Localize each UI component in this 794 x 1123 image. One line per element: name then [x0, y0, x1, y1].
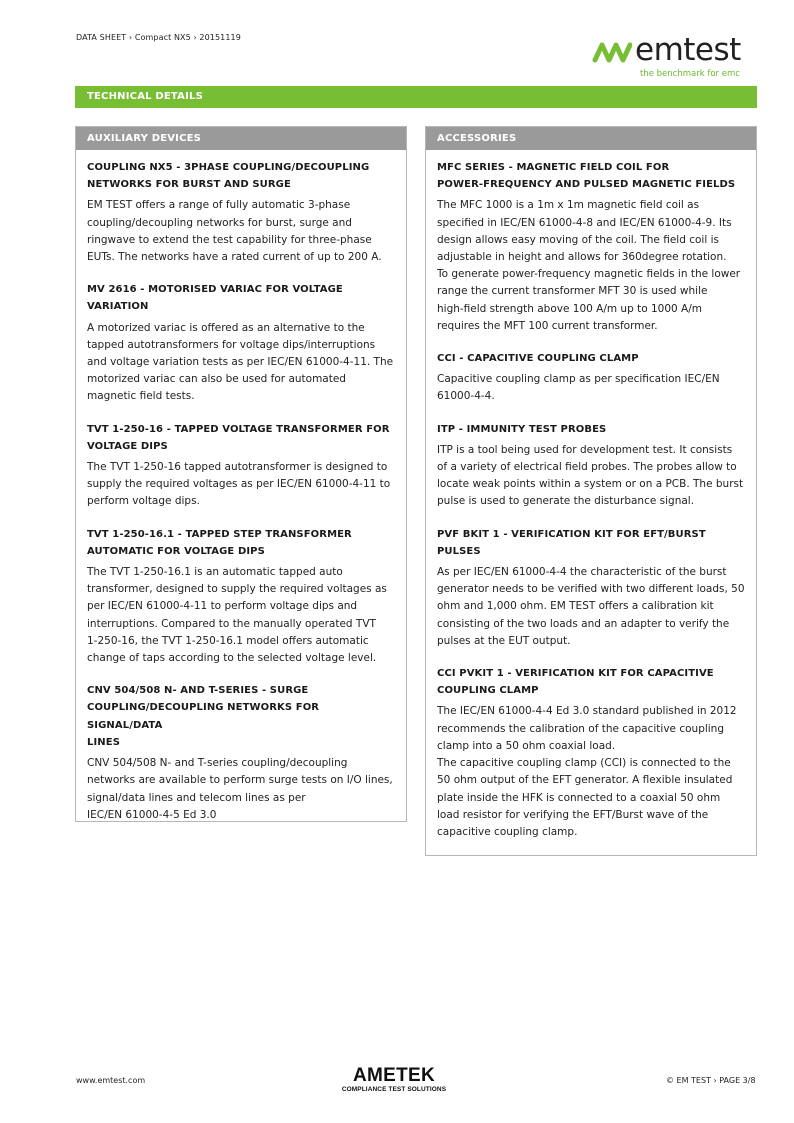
breadcrumb: DATA SHEET › Compact NX5 › 20151119	[76, 33, 241, 42]
emtest-wave-icon	[592, 40, 632, 64]
item-text: The MFC 1000 is a 1m x 1m magnetic field coil as specified in IEC/EN 61000-4-8 and IEC/EN 61000-4-9. Its design allows easy moving of the coil. The field coil is adjustable in height and allows for 360degree rotation. To generate power-frequency magnetic fields in the lower range the current transformer MFT 30 is used while high-field strength above 100 A/m up to 1000 A/m requires the MFT 100 current transformer.	[437, 199, 741, 332]
list-item	[437, 665, 745, 841]
item-text: The IEC/EN 61000-4-4 Ed 3.0 standard published in 2012 recommends the calibration of the capacitive coupling clamp into a 50 ohm coaxial load. The capacitive coupling clamp (CCI) is connected to the 50 ohm output of the EFT generator. A flexible insulated plate inside the HFK is connected to a coaxial 50 ohm load resistor for verifying the EFT/Burst wave of the capacitive coupling clamp.	[437, 705, 737, 838]
section-title: TECHNICAL DETAILS	[75, 86, 757, 108]
ametek-logo-subtitle: COMPLIANCE TEST SOLUTIONS	[341, 1086, 447, 1093]
logo-tagline: the benchmark for emc	[640, 69, 740, 79]
list-item	[87, 159, 395, 266]
list-item	[437, 421, 745, 511]
list-item	[437, 159, 745, 335]
item-text: EM TEST offers a range of fully automatic 3-phase coupling/decoupling networks for burst, surge and ringwave to extend the test capability for three-phase EUTs. The networks have a rated current of up to 200 A.	[87, 199, 382, 264]
item-title: TVT 1-250-16 - TAPPED VOLTAGE TRANSFORMER FOR VOLTAGE DIPS	[87, 423, 390, 452]
item-title: MV 2616 - MOTORISED VARIAC FOR VOLTAGE VARIATION	[87, 284, 343, 313]
list-item	[437, 350, 745, 406]
item-text: ITP is a tool being used for development test. It consists of a variety of electrical field probes. The probes allow to locate weak points within a system or on a PCB. The burst pulse is used to generate the disturbance signal.	[437, 443, 744, 508]
item-title: TVT 1-250-16.1 - TAPPED STEP TRANSFORMER AUTOMATIC FOR VOLTAGE DIPS	[87, 528, 352, 557]
ametek-logo-word: AMETEK	[352, 1065, 436, 1086]
item-text: The TVT 1-250-16.1 is an automatic tapped auto transformer, designed to supply the required voltages as per IEC/EN 61000-4-11 to perform voltage dips and interruptions. Compared to the manually operated TVT 1-250-16, the TVT 1-250-16.1 model offers automatic change of taps according to the selected voltage level.	[87, 566, 387, 665]
accessories-panel	[425, 126, 757, 856]
item-text: Capacitive coupling clamp as per specification IEC/EN 61000-4-4.	[437, 373, 720, 403]
logo-word: emtest	[635, 32, 741, 68]
ametek-logo	[332, 1066, 456, 1096]
list-item	[87, 421, 395, 511]
item-title: PVF BKIT 1 - VERIFICATION KIT FOR EFT/BURST PULSES	[437, 528, 706, 557]
item-title: MFC SERIES - MAGNETIC FIELD COIL FOR POWER-FREQUENCY AND PULSED MAGNETIC FIELDS	[437, 162, 736, 191]
list-item	[87, 682, 395, 824]
item-text: A motorized variac is offered as an alternative to the tapped autotransformers for voltage dips/interruptions and voltage variation tests as per IEC/EN 61000-4-11. The motorized variac can also be used for automated magnetic field tests.	[87, 321, 394, 403]
item-title: CCI PVKIT 1 - VERIFICATION KIT FOR CAPACITIVE COUPLING CLAMP	[437, 668, 714, 697]
list-item	[437, 526, 745, 650]
auxiliary-devices-panel	[75, 126, 407, 822]
list-item	[87, 281, 395, 405]
item-title: CCI - CAPACITIVE COUPLING CLAMP	[437, 353, 639, 365]
panel-title: AUXILIARY DEVICES	[76, 127, 406, 150]
footer-website-link[interactable]: www.emtest.com	[76, 1076, 146, 1085]
item-title: ITP - IMMUNITY TEST PROBES	[437, 423, 607, 435]
emtest-logo	[592, 32, 760, 82]
panel-title: ACCESSORIES	[426, 127, 756, 150]
item-title: COUPLING NX5 - 3PHASE COUPLING/DECOUPLING NETWORKS FOR BURST AND SURGE	[87, 162, 370, 191]
item-title: CNV 504/508 N- AND T-SERIES - SURGE COUPLING/DECOUPLING NETWORKS FOR SIGNAL/DATA LINES	[87, 685, 320, 748]
list-item	[87, 526, 395, 668]
page-number: © EM TEST › PAGE 3/8	[666, 1076, 756, 1085]
item-text: The TVT 1-250-16 tapped autotransformer is designed to supply the required voltages as per IEC/EN 61000-4-11 to perform voltage dips.	[87, 461, 391, 508]
item-text: As per IEC/EN 61000-4-4 the characteristic of the burst generator needs to be verified with two different loads, 50 ohm and 1,000 ohm. EM TEST offers a calibration kit consisting of the two loads and an adapter to verify the pulses at the EUT output.	[437, 566, 745, 647]
item-text: CNV 504/508 N- and T-series coupling/decoupling networks are available to perform surge tests on I/O lines, signal/data lines and telecom lines as per IEC/EN 61000-4-5 Ed 3.0	[87, 757, 393, 821]
